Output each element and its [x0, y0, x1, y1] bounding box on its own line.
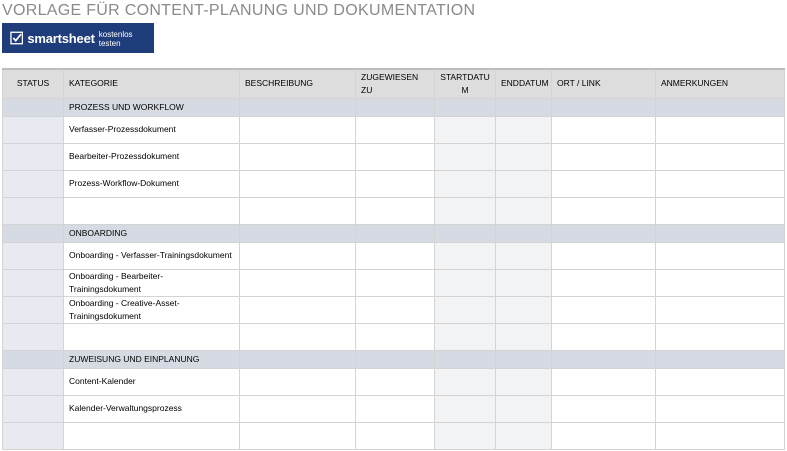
section-cell[interactable] [496, 98, 552, 116]
category-cell[interactable]: Kalender-Verwaltungsprozess [64, 395, 240, 422]
section-cell[interactable] [3, 98, 64, 116]
description-cell[interactable] [240, 143, 356, 170]
enddate-cell[interactable] [496, 395, 552, 422]
assignee-cell[interactable] [356, 116, 435, 143]
location-link-cell[interactable] [552, 395, 656, 422]
notes-cell[interactable] [656, 269, 785, 296]
table-row [3, 368, 785, 395]
notes-cell[interactable] [656, 368, 785, 395]
description-cell[interactable] [240, 422, 356, 449]
table-row [3, 242, 785, 269]
section-cell[interactable] [240, 98, 356, 116]
enddate-cell[interactable] [496, 368, 552, 395]
notes-cell[interactable] [656, 395, 785, 422]
section-cell[interactable] [552, 224, 656, 242]
category-cell[interactable] [64, 323, 240, 350]
assignee-cell[interactable] [356, 242, 435, 269]
description-cell[interactable] [240, 242, 356, 269]
table-row [3, 296, 785, 323]
section-cell[interactable] [240, 350, 356, 368]
assignee-cell[interactable] [356, 368, 435, 395]
category-cell[interactable]: Verfasser-Prozessdokument [64, 116, 240, 143]
description-cell[interactable] [240, 170, 356, 197]
column-header-status: STATUS [3, 69, 64, 98]
header-row [3, 69, 785, 98]
section-cell[interactable] [435, 98, 496, 116]
column-header-zugewiesen: ZUGEWIESEN ZU [356, 69, 435, 98]
status-cell[interactable] [3, 323, 64, 350]
startdate-cell[interactable] [435, 368, 496, 395]
brand-name: smartsheet [27, 30, 95, 46]
description-cell[interactable] [240, 116, 356, 143]
location-link-cell[interactable] [552, 242, 656, 269]
enddate-cell[interactable] [496, 296, 552, 323]
description-cell[interactable] [240, 323, 356, 350]
section-cell[interactable] [356, 98, 435, 116]
notes-cell[interactable] [656, 323, 785, 350]
column-header-startdatum: STARTDATUM [435, 69, 496, 98]
description-cell[interactable] [240, 395, 356, 422]
page-title: VORLAGE FÜR CONTENT-PLANUNG UND DOKUMENTATION [2, 2, 476, 19]
smartsheet-trial-button[interactable] [2, 23, 154, 53]
category-cell[interactable] [64, 422, 240, 449]
location-link-cell[interactable] [552, 422, 656, 449]
startdate-cell[interactable] [435, 242, 496, 269]
table-row [3, 143, 785, 170]
notes-cell[interactable] [656, 296, 785, 323]
section-cell[interactable] [496, 224, 552, 242]
table-row [3, 323, 785, 350]
checkbox-logo-icon [10, 31, 23, 45]
section-row [3, 98, 785, 116]
enddate-cell[interactable] [496, 269, 552, 296]
section-label[interactable]: ZUWEISUNG UND EINPLANUNG [64, 350, 240, 368]
status-cell[interactable] [3, 395, 64, 422]
section-cell[interactable] [3, 224, 64, 242]
section-cell[interactable] [3, 350, 64, 368]
status-cell[interactable] [3, 143, 64, 170]
startdate-cell[interactable] [435, 143, 496, 170]
description-cell[interactable] [240, 269, 356, 296]
assignee-cell[interactable] [356, 296, 435, 323]
enddate-cell[interactable] [496, 170, 552, 197]
description-cell[interactable] [240, 296, 356, 323]
section-cell[interactable] [356, 350, 435, 368]
startdate-cell[interactable] [435, 296, 496, 323]
category-cell[interactable]: Onboarding - Verfasser-Trainingsdokument [64, 242, 240, 269]
section-cell[interactable] [552, 350, 656, 368]
enddate-cell[interactable] [496, 197, 552, 224]
column-header-enddatum: ENDDATUM [496, 69, 552, 98]
enddate-cell[interactable] [496, 323, 552, 350]
status-cell[interactable] [3, 422, 64, 449]
status-cell[interactable] [3, 242, 64, 269]
section-cell[interactable] [240, 224, 356, 242]
assignee-cell[interactable] [356, 197, 435, 224]
notes-cell[interactable] [656, 116, 785, 143]
location-link-cell[interactable] [552, 116, 656, 143]
notes-cell[interactable] [656, 170, 785, 197]
table-row [3, 269, 785, 296]
enddate-cell[interactable] [496, 143, 552, 170]
location-link-cell[interactable] [552, 368, 656, 395]
section-cell[interactable] [435, 224, 496, 242]
table-row [3, 422, 785, 449]
category-cell[interactable]: Onboarding - Creative-Asset-Trainingsdokument [64, 296, 240, 323]
notes-cell[interactable] [656, 197, 785, 224]
enddate-cell[interactable] [496, 242, 552, 269]
status-cell[interactable] [3, 269, 64, 296]
startdate-cell[interactable] [435, 422, 496, 449]
assignee-cell[interactable] [356, 395, 435, 422]
column-header-ort: ORT / LINK [552, 69, 656, 98]
section-cell[interactable] [656, 350, 785, 368]
section-cell[interactable] [656, 98, 785, 116]
section-cell[interactable] [552, 98, 656, 116]
assignee-cell[interactable] [356, 143, 435, 170]
section-cell[interactable] [356, 224, 435, 242]
location-link-cell[interactable] [552, 197, 656, 224]
category-cell[interactable]: Bearbeiter-Prozessdokument [64, 143, 240, 170]
notes-cell[interactable] [656, 242, 785, 269]
column-header-kategorie: KATEGORIE [64, 69, 240, 98]
section-label[interactable]: PROZESS UND WORKFLOW [64, 98, 240, 116]
table-row [3, 116, 785, 143]
status-cell[interactable] [3, 170, 64, 197]
category-cell[interactable]: Content-Kalender [64, 368, 240, 395]
location-link-cell[interactable] [552, 269, 656, 296]
table-row [3, 197, 785, 224]
section-row [3, 224, 785, 242]
enddate-cell[interactable] [496, 422, 552, 449]
section-row [3, 350, 785, 368]
status-cell[interactable] [3, 296, 64, 323]
enddate-cell[interactable] [496, 116, 552, 143]
location-link-cell[interactable] [552, 323, 656, 350]
trial-label: kostenlos testen [98, 30, 133, 48]
category-cell[interactable]: Onboarding - Bearbeiter-Trainingsdokument [64, 269, 240, 296]
startdate-cell[interactable] [435, 269, 496, 296]
status-cell[interactable] [3, 368, 64, 395]
section-cell[interactable] [435, 350, 496, 368]
status-cell[interactable] [3, 116, 64, 143]
assignee-cell[interactable] [356, 269, 435, 296]
section-cell[interactable] [656, 224, 785, 242]
notes-cell[interactable] [656, 143, 785, 170]
startdate-cell[interactable] [435, 197, 496, 224]
startdate-cell[interactable] [435, 323, 496, 350]
assignee-cell[interactable] [356, 323, 435, 350]
startdate-cell[interactable] [435, 116, 496, 143]
section-label[interactable]: ONBOARDING [64, 224, 240, 242]
location-link-cell[interactable] [552, 296, 656, 323]
location-link-cell[interactable] [552, 143, 656, 170]
section-cell[interactable] [496, 350, 552, 368]
category-cell[interactable] [64, 197, 240, 224]
table-row [3, 395, 785, 422]
status-cell[interactable] [3, 197, 64, 224]
column-header-anmerkungen: ANMERKUNGEN [656, 69, 785, 98]
startdate-cell[interactable] [435, 395, 496, 422]
startdate-cell[interactable] [435, 170, 496, 197]
category-cell[interactable]: Prozess-Workflow-Dokument [64, 170, 240, 197]
assignee-cell[interactable] [356, 170, 435, 197]
location-link-cell[interactable] [552, 170, 656, 197]
notes-cell[interactable] [656, 422, 785, 449]
description-cell[interactable] [240, 197, 356, 224]
column-header-beschreibung: BESCHREIBUNG [240, 69, 356, 98]
description-cell[interactable] [240, 368, 356, 395]
assignee-cell[interactable] [356, 422, 435, 449]
planning-table [2, 68, 785, 450]
table-row [3, 170, 785, 197]
